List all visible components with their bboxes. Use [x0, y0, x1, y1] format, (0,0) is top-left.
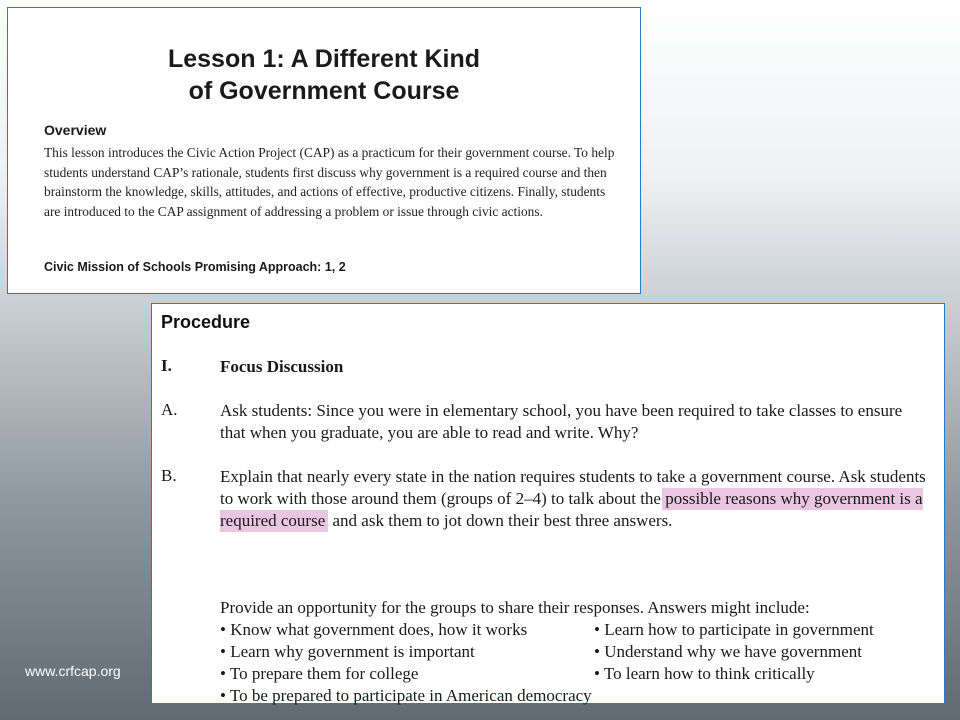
procedure-heading: Procedure	[161, 312, 251, 332]
overview-heading: Overview	[44, 122, 107, 138]
lesson-title-line-1: Lesson 1: A Different Kind	[167, 45, 481, 73]
item-b-text	[220, 466, 940, 532]
item-b-label: B.	[161, 466, 177, 485]
procedure-card	[151, 303, 945, 704]
section-title: Focus Discussion	[220, 357, 344, 376]
item-a-text: Ask students: Since you were in elementary school, you have been required to take classes to ensure that when you graduate, you are able to read and write. Why?	[220, 401, 903, 442]
answer-item: • Learn how to participate in government	[594, 620, 874, 639]
overview-card	[7, 7, 641, 294]
website-url: www.crfcap.org	[25, 663, 121, 679]
answer-item: • Know what government does, how it works	[220, 620, 528, 639]
opportunity-text: Provide an opportunity for the groups to share their responses. Answers might include:	[220, 598, 810, 617]
answer-item: • Learn why government is important	[220, 642, 475, 661]
answer-item: • To learn how to think critically	[594, 664, 815, 683]
answer-item: • Understand why we have government	[594, 642, 862, 661]
answer-row	[220, 641, 940, 663]
answer-row	[220, 619, 940, 641]
highlighted-phrase: possible reasons why government is a required course	[220, 489, 923, 530]
section-label: I.	[161, 356, 172, 375]
answer-item: • To be prepared to participate in American democracy	[220, 686, 592, 705]
civic-mission-line: Civic Mission of Schools Promising Approach: 1, 2	[44, 260, 346, 274]
answer-row	[220, 685, 940, 707]
item-b-text-after: and ask them to jot down their best three answers.	[328, 511, 673, 530]
answer-row	[220, 663, 940, 685]
lesson-title	[8, 43, 640, 107]
answers-block	[220, 597, 940, 707]
item-a-label: A.	[161, 400, 178, 419]
answer-item: • To prepare them for college	[220, 664, 419, 683]
lesson-title-line-2: of Government Course	[188, 77, 460, 105]
item-b-text-before: Explain that nearly every state in the nation requires students to take a government course. Ask students to work with those around them (groups of 2–4) to talk about the	[220, 467, 926, 508]
overview-body: This lesson introduces the Civic Action Project (CAP) as a practicum for their government course. To help students understand CAP’s rationale, students first discuss why government is a required course and then brainstorm the knowledge, skills, attitudes, and actions of effective, productive citizens. Finally, students are introduced to the CAP assignment of addressing a problem or issue through civic actions.	[44, 145, 615, 219]
